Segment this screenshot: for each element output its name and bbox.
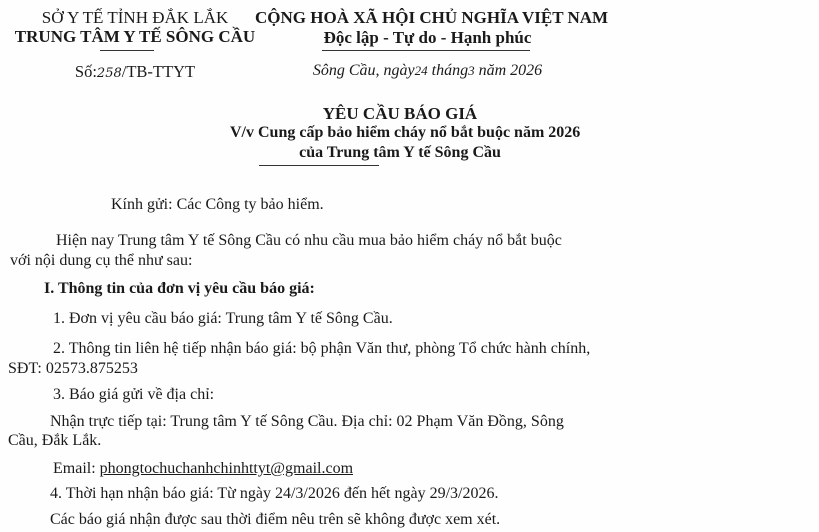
item3-address-heading: 3. Báo giá gửi về địa chỉ: <box>53 386 215 403</box>
email-line <box>53 460 353 478</box>
header-left-divider <box>100 50 154 51</box>
item4-deadline: 4. Thời hạn nhận báo giá: Từ ngày 24/3/2026 đến hết ngày 29/3/2026. <box>50 485 499 502</box>
date-line <box>255 62 600 80</box>
late-submission-note: Các báo giá nhận được sau thời điểm nêu trên sẽ không được xem xét. <box>50 511 501 528</box>
organization-name: TRUNG TÂM Y TẾ SÔNG CẦU <box>14 27 256 46</box>
doc-number-suffix: /TB-TTYT <box>121 62 196 81</box>
national-motto: Độc lập - Tự do - Hạnh phúc <box>323 28 532 47</box>
doc-number-handwritten: 258 <box>96 66 122 81</box>
document-subject-line2: của Trung tâm Y tế Sông Cầu <box>299 144 501 161</box>
email-label: Email: <box>53 460 100 477</box>
date-month: 3 <box>468 63 475 78</box>
date-day: 24 <box>414 63 428 78</box>
item2-phone: SĐT: 02573.875253 <box>8 360 138 377</box>
salutation: Kính gửi: Các Công ty bảo hiểm. <box>111 196 324 213</box>
date-year: năm 2026 <box>474 62 543 79</box>
item1-requesting-unit: 1. Đơn vị yêu cầu báo giá: Trung tâm Y tế Sông Cầu. <box>53 310 393 327</box>
doc-number-prefix: Số: <box>74 62 97 81</box>
address-line1: Nhận trực tiếp tại: Trung tâm Y tế Sông Cầu. Địa chỉ: 02 Phạm Văn Đồng, Sông <box>50 413 564 430</box>
document-subject-line1: V/v Cung cấp bảo hiểm cháy nổ bắt buộc năm 2026 <box>230 124 581 141</box>
email-link[interactable]: phongtochuchanhchinhttyt@gmail.com <box>99 460 354 477</box>
intro-line2: với nội dung cụ thể như sau: <box>10 252 193 269</box>
national-title: CỘNG HOÀ XÃ HỘI CHỦ NGHĨA VIỆT NAM <box>255 8 609 27</box>
date-place: Sông Cầu, ngày <box>312 62 415 79</box>
address-line2: Cầu, Đắk Lắk. <box>8 432 102 449</box>
item2-contact-line1: 2. Thông tin liên hệ tiếp nhận báo giá: bộ phận Văn thư, phòng Tổ chức hành chính, <box>53 340 591 357</box>
department-name: SỞ Y TẾ TỈNH ĐẮK LẮK <box>41 8 229 27</box>
intro-line1: Hiện nay Trung tâm Y tế Sông Cầu có nhu cầu mua bảo hiểm cháy nổ bắt buộc <box>56 232 562 249</box>
document-number <box>0 62 270 82</box>
section1-heading: I. Thông tin của đơn vị yêu cầu báo giá: <box>44 280 315 297</box>
title-divider <box>259 165 379 166</box>
date-month-label: tháng <box>427 62 469 79</box>
document-title: YÊU CẦU BÁO GIÁ <box>322 104 478 123</box>
motto-underline <box>322 50 530 51</box>
